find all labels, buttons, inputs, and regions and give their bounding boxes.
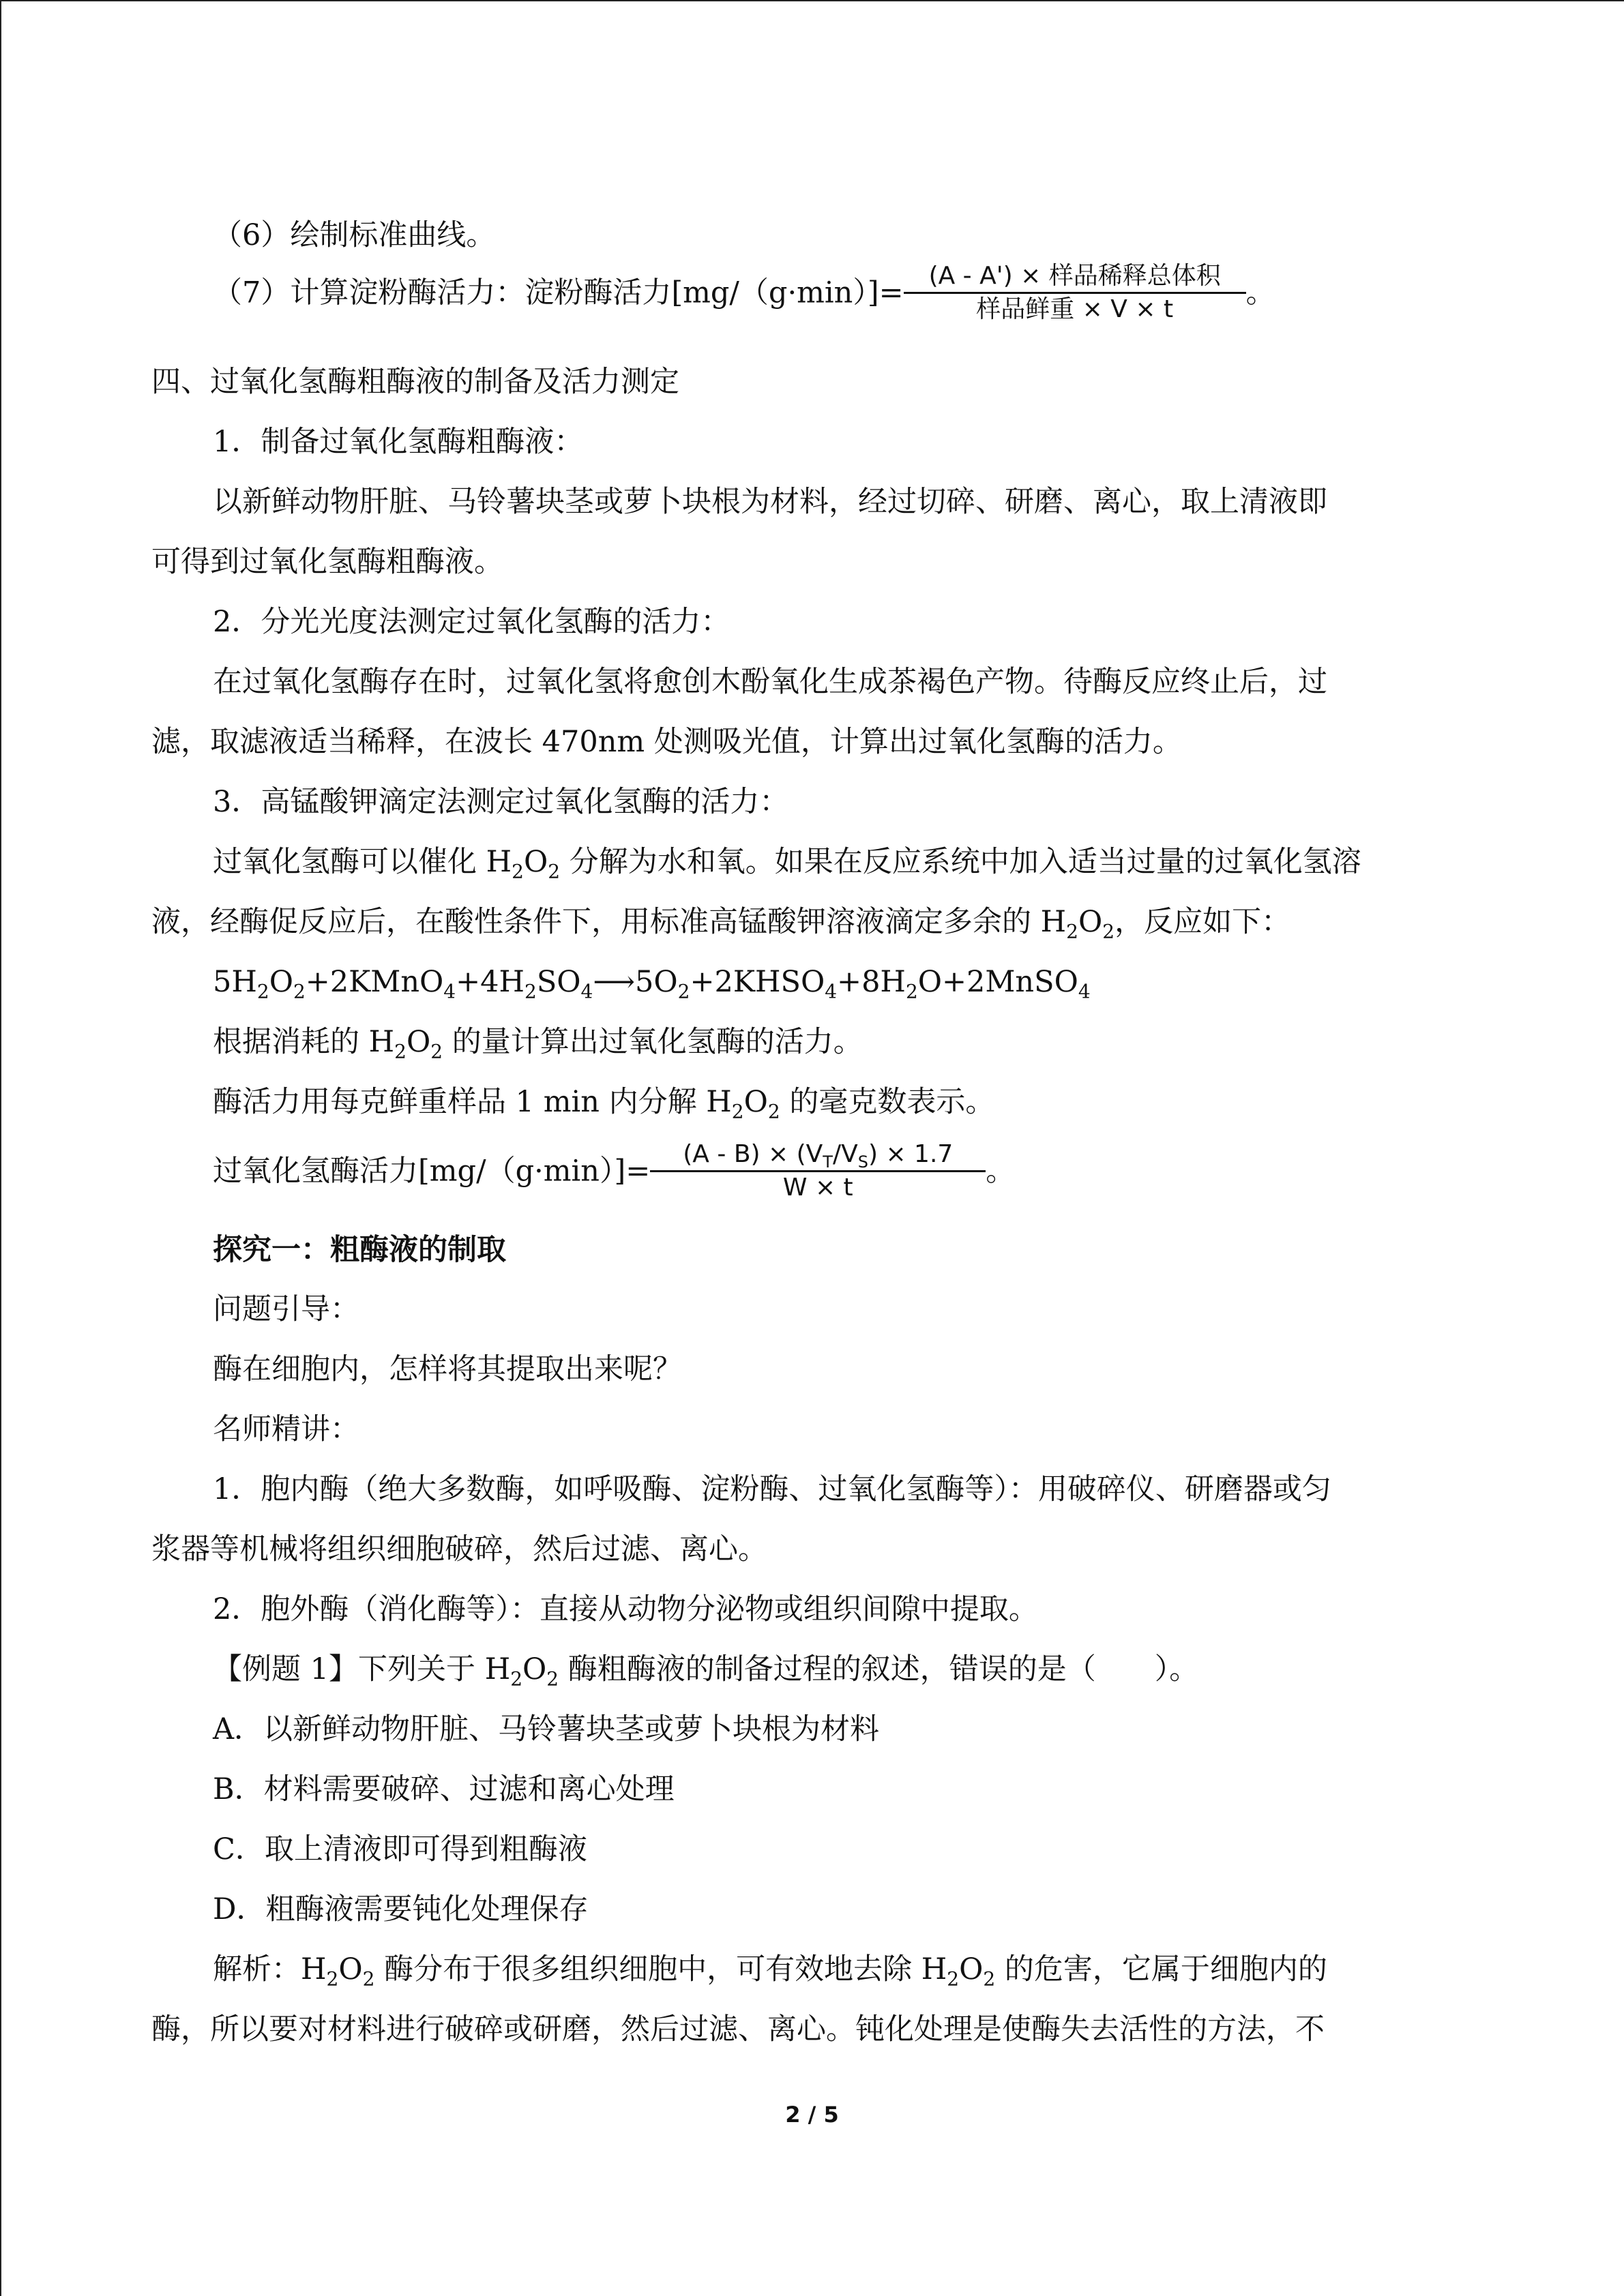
subscript: 2 bbox=[1066, 920, 1078, 943]
text: 酶活力用每克鲜重样品 1 min 内分解 H bbox=[213, 1085, 732, 1119]
text: 5O bbox=[635, 965, 678, 999]
text: O bbox=[338, 1952, 363, 1986]
text: 分解为水和氧。如果在反应系统中加入适当过量的过氧化氢溶 bbox=[560, 845, 1361, 879]
step-6 bbox=[213, 217, 495, 254]
subscript: 2 bbox=[362, 1967, 375, 1991]
fraction-numerator bbox=[650, 1139, 986, 1170]
subscript: 2 bbox=[512, 860, 524, 883]
option-d bbox=[213, 1891, 588, 1928]
page-number: 2 / 5 bbox=[785, 2102, 839, 2128]
text: O bbox=[959, 1952, 984, 1986]
subscript: 2 bbox=[983, 1967, 996, 1991]
text: 问题引导： bbox=[213, 1292, 359, 1326]
subscript: 4 bbox=[580, 980, 593, 1003]
reaction-equation bbox=[213, 964, 1091, 1003]
text: O bbox=[1078, 905, 1103, 939]
option-c bbox=[213, 1831, 587, 1868]
text: 可得到过氧化氢酶粗酶液。 bbox=[151, 545, 503, 579]
text: O bbox=[522, 1652, 547, 1686]
text: 的危害，它属于细胞内的 bbox=[995, 1952, 1327, 1986]
text: O+2MnSO bbox=[917, 965, 1078, 999]
paragraph-line bbox=[213, 1084, 995, 1123]
text: 酶分布于很多组织细胞中，可有效地去除 H bbox=[374, 1952, 947, 1986]
text: 过氧化氢酶可以催化 H bbox=[213, 845, 512, 879]
subscript: 4 bbox=[825, 980, 838, 1003]
text: +8H bbox=[837, 965, 906, 999]
paragraph-line bbox=[213, 1471, 1331, 1508]
reaction-arrow-icon: ⟶ bbox=[593, 965, 636, 999]
paragraph-line bbox=[213, 1591, 1038, 1628]
subscript: 2 bbox=[548, 860, 561, 883]
question-label bbox=[213, 1291, 359, 1328]
subscript: 2 bbox=[731, 1100, 744, 1123]
text: 滤，取滤液适当稀释，在波长 470nm 处测吸光值，计算出过氧化氢酶的活力。 bbox=[151, 725, 1182, 759]
question-text bbox=[213, 1351, 682, 1388]
option-b bbox=[213, 1771, 675, 1808]
text: 四、过氧化氢酶粗酶液的制备及活力测定 bbox=[151, 365, 679, 399]
text: 以新鲜动物肝脏、马铃薯块茎或萝卜块根为材料，经过切碎、研磨、离心，取上清液即 bbox=[213, 485, 1327, 519]
text: 根据消耗的 H bbox=[213, 1025, 395, 1059]
subsection-2 bbox=[213, 603, 730, 640]
inquiry-heading bbox=[213, 1232, 506, 1268]
fraction-numerator: (A - A') × 样品稀释总体积 bbox=[928, 262, 1221, 290]
text: 解析：H bbox=[213, 1952, 327, 1986]
paragraph-line bbox=[213, 483, 1327, 520]
text: D．粗酶液需要钝化处理保存 bbox=[213, 1892, 589, 1926]
subscript: 2 bbox=[293, 980, 306, 1003]
subscript: 2 bbox=[1102, 920, 1115, 943]
subscript: 2 bbox=[677, 980, 690, 1003]
period: 。 bbox=[986, 1154, 1016, 1189]
catalase-fraction bbox=[650, 1139, 986, 1204]
text: 酶在细胞内，怎样将其提取出来呢？ bbox=[213, 1352, 682, 1386]
text: 酶粗酶液的制备过程的叙述，错误的是（ ）。 bbox=[559, 1652, 1199, 1686]
subsection-3 bbox=[213, 784, 788, 820]
formula-label: 过氧化氢酶活力[mg/（g·min）]= bbox=[213, 1154, 651, 1189]
subscript: S bbox=[857, 1152, 868, 1172]
subscript: 2 bbox=[767, 1100, 780, 1123]
text: O bbox=[743, 1085, 768, 1119]
paragraph-line bbox=[151, 543, 503, 580]
step-7-formula bbox=[213, 260, 1275, 325]
amylase-fraction bbox=[904, 260, 1246, 325]
subscript: 2 bbox=[947, 1967, 960, 1991]
analysis-line bbox=[213, 1951, 1327, 1991]
text: O bbox=[407, 1025, 431, 1059]
text: ，反应如下： bbox=[1114, 905, 1291, 939]
subscript: T bbox=[823, 1152, 833, 1172]
subsection-1 bbox=[213, 423, 583, 460]
text: （6）绘制标准曲线。 bbox=[213, 218, 496, 252]
text: 1．胞内酶（绝大多数酶，如呼吸酶、淀粉酶、过氧化氢酶等）：用破碎仪、研磨器或匀 bbox=[213, 1472, 1331, 1506]
text: 浆器等机械将组织细胞破碎，然后过滤、离心。 bbox=[151, 1532, 767, 1566]
formula-label: （7）计算淀粉酶活力：淀粉酶活力[mg/（g·min）]= bbox=[213, 275, 904, 310]
text: B．材料需要破碎、过滤和离心处理 bbox=[213, 1772, 675, 1806]
subscript: 4 bbox=[1078, 980, 1091, 1003]
text: 名师精讲： bbox=[213, 1412, 359, 1446]
text: (A - B) × (V bbox=[683, 1140, 823, 1168]
text: +2KMnO bbox=[305, 965, 444, 999]
text: C．取上清液即可得到粗酶液 bbox=[213, 1832, 587, 1866]
text: 酶，所以要对材料进行破碎或研磨，然后过滤、离心。钝化处理是使酶失去活性的方法，不 bbox=[151, 2012, 1325, 2046]
subscript: 4 bbox=[443, 980, 456, 1003]
text: SO bbox=[536, 965, 581, 999]
subscript: 2 bbox=[394, 1040, 407, 1063]
analysis-line bbox=[151, 2011, 1325, 2048]
subscript: 2 bbox=[510, 1667, 523, 1690]
text: A．以新鲜动物肝脏、马铃薯块茎或萝卜块根为材料 bbox=[213, 1712, 880, 1746]
text: 3．高锰酸钾滴定法测定过氧化氢酶的活力： bbox=[213, 785, 789, 819]
text: 2．分光光度法测定过氧化氢酶的活力： bbox=[213, 605, 730, 639]
subscript: 2 bbox=[905, 980, 918, 1003]
text: 在过氧化氢酶存在时，过氧化氢将愈创木酚氧化生成茶褐色产物。待酶反应终止后，过 bbox=[213, 665, 1327, 699]
subscript: 2 bbox=[326, 1967, 339, 1991]
text: 的量计算出过氧化氢酶的活力。 bbox=[443, 1025, 863, 1059]
option-a bbox=[213, 1711, 879, 1748]
paragraph-line bbox=[213, 844, 1361, 883]
paragraph-line bbox=[151, 1531, 767, 1568]
text: /V bbox=[832, 1140, 858, 1168]
example-question bbox=[213, 1651, 1198, 1688]
text: 【例题 1】下列关于 H bbox=[213, 1652, 511, 1686]
section-4-heading bbox=[151, 363, 679, 400]
text: 的毫克数表示。 bbox=[780, 1085, 995, 1119]
lecture-label bbox=[213, 1411, 359, 1448]
paragraph-line bbox=[213, 1024, 863, 1063]
fraction-denominator: 样品鲜重 × V × t bbox=[904, 292, 1246, 325]
text: +4H bbox=[456, 965, 525, 999]
subscript: 2 bbox=[430, 1040, 443, 1063]
text: 2．胞外酶（消化酶等）：直接从动物分泌物或组织间隙中提取。 bbox=[213, 1592, 1038, 1626]
subscript: 2 bbox=[546, 1667, 559, 1690]
text: 液，经酶促反应后，在酸性条件下，用标准高锰酸钾溶液滴定多余的 H bbox=[151, 905, 1067, 939]
text: 5H bbox=[213, 965, 257, 999]
text: 1．制备过氧化氢酶粗酶液： bbox=[213, 425, 584, 459]
text: O bbox=[269, 965, 293, 999]
subscript: 2 bbox=[525, 980, 537, 1003]
paragraph-line bbox=[213, 664, 1327, 700]
paragraph-line bbox=[151, 904, 1291, 943]
text: ) × 1.7 bbox=[868, 1140, 954, 1168]
text: O bbox=[524, 845, 548, 879]
subscript: 2 bbox=[256, 980, 269, 1003]
fraction-denominator: W × t bbox=[650, 1170, 986, 1204]
paragraph-line bbox=[151, 724, 1182, 760]
period: 。 bbox=[1245, 275, 1275, 310]
catalase-formula bbox=[213, 1139, 1015, 1204]
text: +2KHSO bbox=[690, 965, 825, 999]
text: 探究一：粗酶液的制取 bbox=[213, 1233, 506, 1267]
